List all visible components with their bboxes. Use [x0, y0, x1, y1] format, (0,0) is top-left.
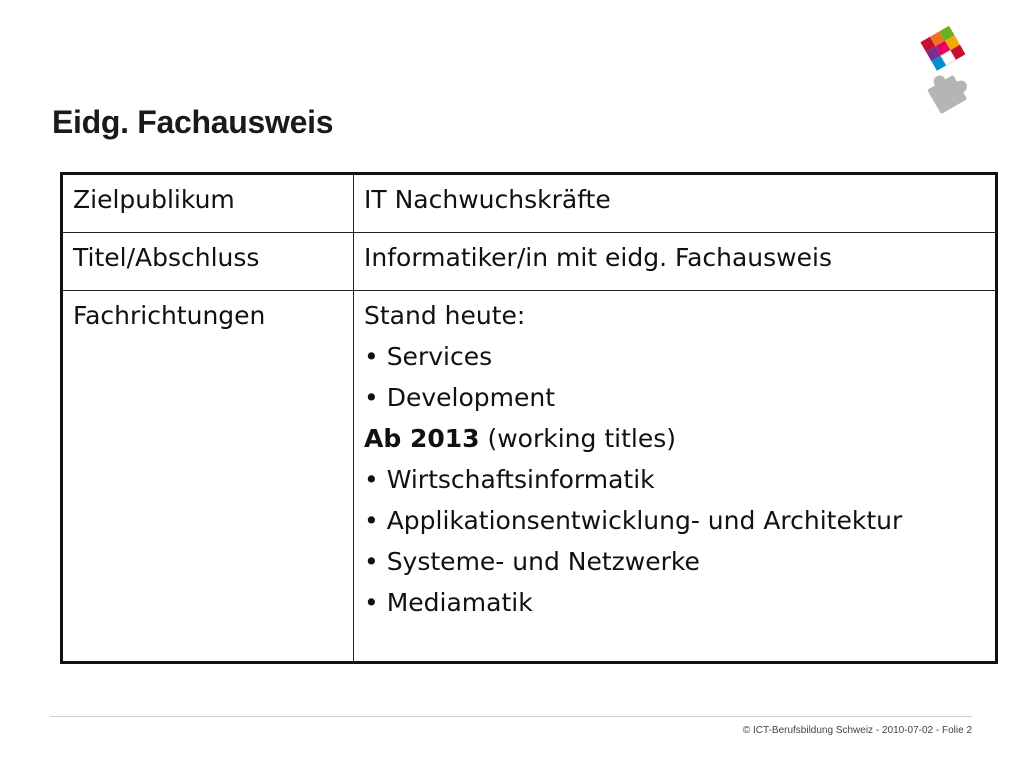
list-item: • Applikationsentwicklung- und Architektur — [364, 506, 903, 535]
list-item: • Wirtschaftsinformatik — [364, 465, 655, 494]
future-note: (working titles) — [479, 424, 676, 453]
future-heading — [364, 418, 985, 459]
list-item: • Development — [364, 383, 555, 412]
table-row — [62, 174, 997, 233]
row-value: Informatiker/in mit eidg. Fachausweis — [354, 233, 997, 291]
info-table — [60, 172, 998, 664]
fachrichtungen-list — [354, 291, 997, 663]
list-item: • Systeme- und Netzwerke — [364, 547, 700, 576]
footer-divider — [50, 716, 972, 717]
puzzle-logo-icon — [918, 24, 978, 124]
list-item: • Services — [364, 342, 493, 371]
slide-title: Eidg. Fachausweis — [52, 104, 334, 140]
future-year: Ab 2013 — [364, 424, 480, 453]
row-label: Fachrichtungen — [62, 291, 354, 663]
list-item: • Mediamatik — [364, 588, 533, 617]
row-label: Titel/Abschluss — [62, 233, 354, 291]
row-value: IT Nachwuchskräfte — [354, 174, 997, 233]
row-label: Zielpublikum — [62, 174, 354, 233]
footer-text: © ICT-Berufsbildung Schweiz - 2010-07-02 - Folie 2 — [742, 725, 972, 736]
table-row — [62, 291, 997, 663]
table-row — [62, 233, 997, 291]
list-intro: Stand heute: — [364, 301, 526, 330]
